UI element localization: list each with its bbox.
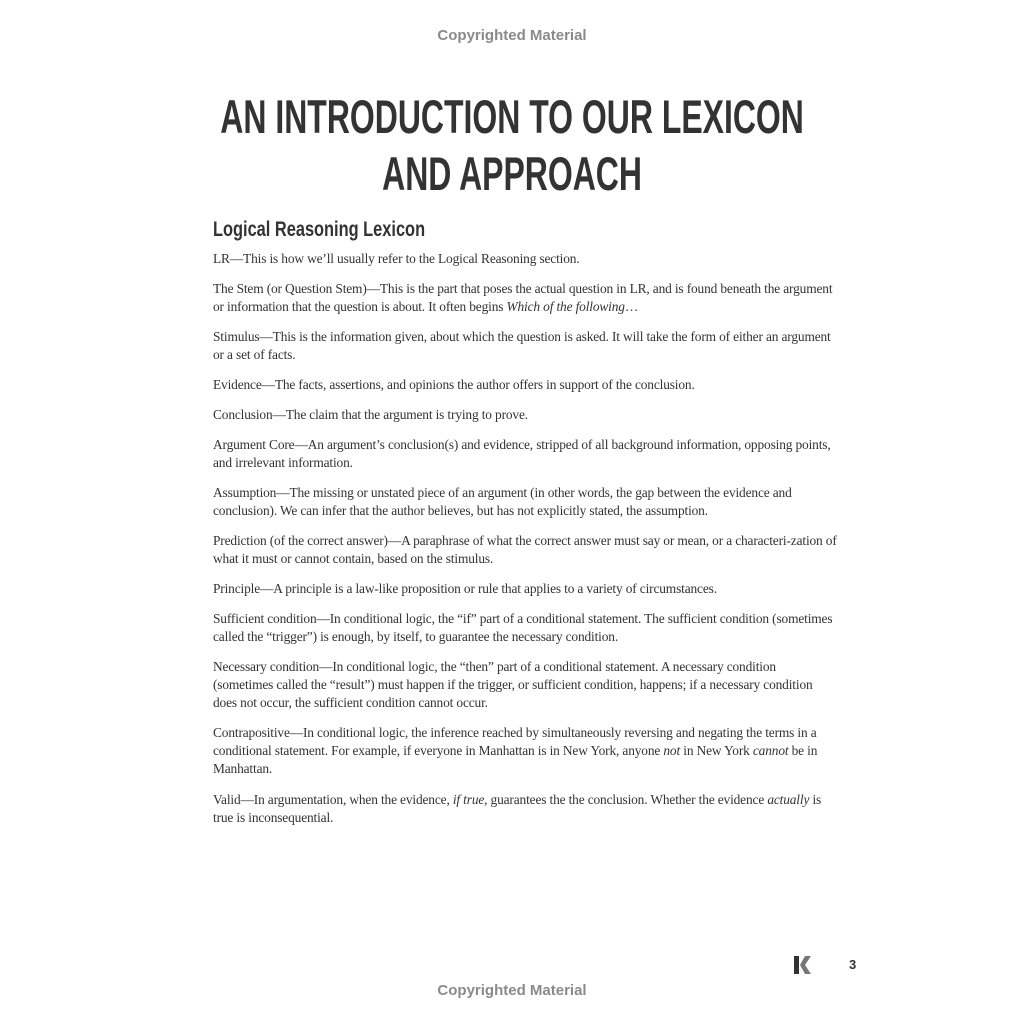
entry-text: be in Manhattan.	[213, 743, 818, 776]
entry-text: Prediction (of the correct answer)—A paraphrase of what the correct answer must say or mean, or a characteri-zation of what it must or cannot contain, based on the stimulus.	[213, 533, 837, 566]
lexicon-entry-stem	[213, 280, 838, 316]
entry-text: in New York	[680, 743, 753, 758]
copyright-watermark-top: Copyrighted Material	[437, 27, 587, 44]
entry-italic: cannot	[752, 743, 789, 758]
entry-italic: if true	[452, 792, 485, 807]
entry-text: …	[624, 299, 639, 314]
entry-text: Valid—In argumentation, when the evidence,	[213, 792, 453, 807]
lexicon-entry-prediction	[213, 532, 838, 568]
entry-text: The Stem (or Question Stem)—This is the part that poses the actual question in LR, and is found beneath the argument or information that the question is about. It often begins	[213, 281, 833, 314]
entry-text: Principle—A principle is a law-like proposition or rule that applies to a variety of circumstances.	[213, 581, 717, 596]
entry-text: Assumption—The missing or unstated piece of an argument (in other words, the gap between the evidence and conclusion). We can infer that the author believes, but has not explicitly stated, the assumption.	[213, 485, 792, 518]
entry-text: Conclusion—The claim that the argument is trying to prove.	[213, 407, 528, 422]
lexicon-entry-lr	[213, 250, 838, 268]
page-number: 3	[849, 957, 857, 972]
section-heading: Logical Reasoning Lexicon	[213, 218, 426, 241]
lexicon-entry-valid	[213, 791, 838, 827]
entry-text: Evidence—The facts, assertions, and opinions the author offers in support of the conclusion.	[213, 377, 695, 392]
entry-text: Contrapositive—In conditional logic, the inference reached by simultaneously reversing and negating the terms in a conditional statement. For example, if everyone in Manhattan is in New York, anyone	[213, 725, 817, 758]
lexicon-entry-argument-core	[213, 436, 838, 472]
lexicon-entry-principle	[213, 580, 838, 598]
lexicon-entry-sufficient-condition	[213, 610, 838, 646]
copyright-watermark-bottom: Copyrighted Material	[437, 982, 587, 999]
lexicon-entry-necessary-condition	[213, 658, 838, 712]
entry-text: LR—This is how we’ll usually refer to the Logical Reasoning section.	[213, 251, 580, 266]
entry-text: Stimulus—This is the information given, about which the question is asked. It will take the form of either an argument or a set of facts.	[213, 329, 831, 362]
lexicon-entry-evidence	[213, 376, 838, 394]
entry-italic: actually	[767, 792, 810, 807]
entry-italic: not	[663, 743, 681, 758]
title-text: AND APPROACH	[382, 147, 642, 200]
page-title-line-1	[0, 90, 1024, 143]
entry-text: is true is inconsequential.	[213, 792, 822, 825]
entry-italic: Which of the following	[506, 299, 625, 314]
lexicon-entry-contrapositive	[213, 724, 838, 778]
lexicon-entry-stimulus	[213, 328, 838, 364]
entry-text: Necessary condition—In conditional logic, the “then” part of a conditional statement. A necessary condition (sometimes called the “result”) must happen if the trigger, or sufficient condition, happens; if a necessary condition does not occur, the sufficient condition cannot occur.	[213, 659, 813, 710]
entry-text: Argument Core—An argument’s conclusion(s) and evidence, stripped of all background information, opposing points, and irrelevant information.	[213, 437, 831, 470]
kaplan-logo-icon	[794, 955, 814, 975]
lexicon-entry-assumption	[213, 484, 838, 520]
entry-text: Sufficient condition—In conditional logic, the “if” part of a conditional statement. The sufficient condition (sometimes called the “trigger”) is enough, by itself, to guarantee the necessary condition.	[213, 611, 833, 644]
lexicon-entry-conclusion	[213, 406, 838, 424]
entry-text: , guarantees the the conclusion. Whether the evidence	[484, 792, 768, 807]
title-text: AN INTRODUCTION TO OUR LEXICON	[220, 90, 804, 143]
page-title-line-2	[0, 147, 1024, 200]
